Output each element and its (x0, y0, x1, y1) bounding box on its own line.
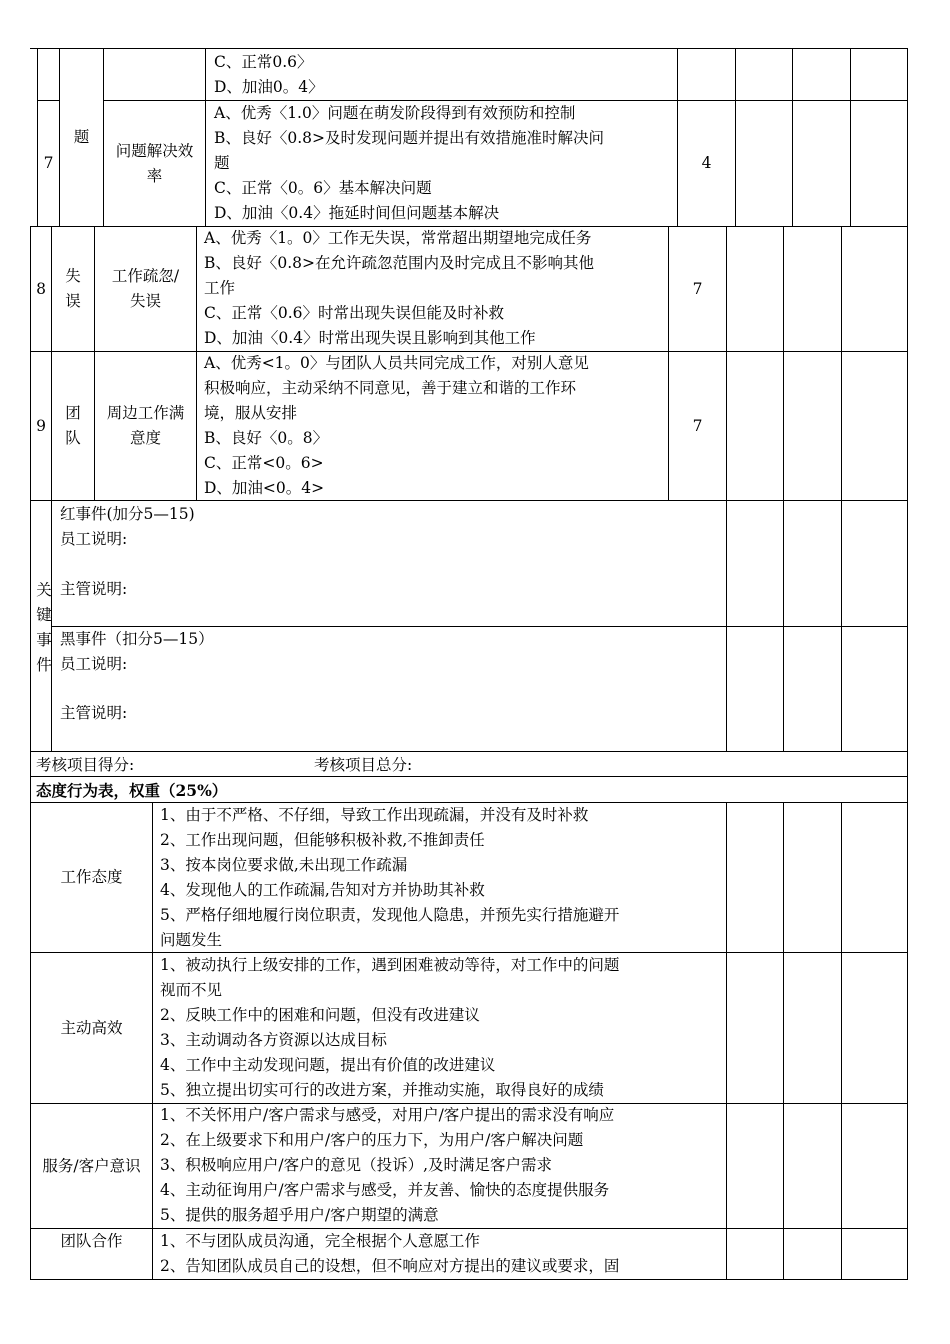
attitude-line: 5、严格仔细地履行岗位职责，发现他人隐患，并预先实行措施避开 (160, 906, 620, 924)
row-number: 8 (36, 279, 46, 298)
attitude-line: 1、被动执行上级安排的工作，遇到困难被动等待，对工作中的问题 (160, 956, 620, 974)
red-event-title: 红事件(加分5—15) (60, 505, 195, 523)
table-rule (30, 776, 908, 777)
item-name: 周边工作满意度 (106, 404, 185, 447)
category-label: 题 (73, 127, 90, 146)
table-rule (205, 48, 206, 226)
black-event-employee-note: 员工说明: (60, 655, 128, 673)
option-text: C、正常〈0。6〉基本解决问题 (214, 179, 432, 197)
attitude-item-lines (160, 803, 619, 953)
key-events-label: 关键事件 (36, 581, 52, 674)
attitude-item-name: 团队合作 (60, 1232, 123, 1250)
attitude-line: 2、在上级要求下和用户/客户的压力下，为用户/客户解决问题 (160, 1131, 584, 1149)
black-event-title: 黑事件（扣分5—15） (60, 630, 214, 648)
table-rule (30, 751, 908, 752)
option-text: A、优秀〈1.0〉问题在萌发阶段得到有效预防和控制 (214, 104, 576, 122)
item-name: 问题解决效率 (115, 141, 194, 185)
option-text: A、优秀〈1。0〉工作无失误，常常超出期望地完成任务 (204, 229, 592, 247)
attitude-item-name: 工作态度 (60, 868, 123, 886)
table-rule (841, 226, 842, 751)
attitude-item-lines (160, 953, 619, 1103)
table-rule (783, 226, 784, 751)
table-rule (726, 802, 727, 1279)
row9-options (204, 351, 589, 501)
score-value: 7 (692, 416, 703, 435)
attitude-line: 3、主动调动各方资源以达成目标 (160, 1031, 387, 1049)
score-value: 4 (701, 154, 712, 172)
attitude-item-lines (160, 1103, 614, 1228)
row8-options (204, 226, 594, 351)
option-text: D、加油〈0.4〉时常出现失误且影响到其他工作 (204, 329, 536, 347)
option-text: D、加油<0。4> (204, 479, 325, 497)
total-score-label: 考核项目总分: (314, 756, 413, 774)
attitude-line: 问题发生 (160, 931, 223, 949)
row-number: 9 (36, 416, 46, 435)
black-event-supervisor-note: 主管说明: (60, 704, 128, 722)
attitude-line: 1、不与团队成员沟通，完全根据个人意愿工作 (160, 1232, 480, 1250)
table-rule (152, 802, 153, 1279)
row7-options (214, 101, 604, 226)
category-label: 团队 (65, 404, 81, 447)
attitude-line: 2、告知团队成员自己的设想，但不响应对方提出的建议或要求，固 (160, 1257, 620, 1275)
option-text: 题 (214, 154, 230, 172)
attitude-line: 3、按本岗位要求做,未出现工作疏漏 (160, 856, 408, 874)
attitude-item-name: 服务/客户意识 (42, 1156, 141, 1175)
option-text: 境，服从安排 (204, 404, 298, 422)
option-text: B、良好〈0。8〉 (204, 429, 329, 447)
table-rule (726, 226, 727, 751)
red-event-employee-note: 员工说明: (60, 530, 128, 548)
attitude-line: 4、工作中主动发现问题，提出有价值的改进建议 (160, 1056, 496, 1074)
table-rule (30, 48, 908, 49)
table-rule (30, 1279, 908, 1280)
attitude-section-header: 态度行为表，权重（25%） (36, 781, 228, 800)
attitude-line: 1、由于不严格、不仔细，导致工作出现疏漏，并没有及时补救 (160, 806, 589, 824)
option-text: B、良好〈0.8>及时发现问题并提出有效措施准时解决问 (214, 129, 605, 147)
attitude-line: 2、反映工作中的困难和问题，但没有改进建议 (160, 1006, 480, 1024)
option-text: C、正常<0。6> (204, 454, 324, 472)
option-text: D、加油0。4〉 (214, 78, 324, 96)
table-rule (196, 226, 197, 500)
attitude-item-name: 主动高效 (60, 1018, 123, 1037)
option-text: C、正常0.6〉 (214, 53, 313, 71)
table-rule (907, 48, 908, 226)
item-name: 工作疏忽/失误 (111, 267, 180, 310)
option-text: A、优秀<1。0〉与团队人员共同完成工作，对别人意见 (204, 354, 589, 372)
score-value: 7 (692, 279, 703, 298)
attitude-item-lines (160, 1229, 619, 1279)
row7-top-options (214, 50, 324, 100)
attitude-line: 2、工作出现问题，但能够积极补救,不推卸责任 (160, 831, 485, 849)
attitude-line: 1、不关怀用户/客户需求与感受，对用户/客户提出的需求没有响应 (160, 1106, 615, 1124)
category-label: 失误 (65, 267, 81, 310)
option-text: 积极响应，主动采纳不同意见，善于建立和谐的工作环 (204, 379, 577, 397)
red-event-supervisor-note: 主管说明: (60, 580, 128, 598)
table-rule (792, 48, 793, 226)
table-rule (841, 802, 842, 1279)
attitude-line: 4、主动征询用户/客户需求与感受，并友善、愉快的态度提供服务 (160, 1181, 610, 1199)
attitude-line: 5、独立提出切实可行的改进方案，并推动实施，取得良好的成绩 (160, 1081, 604, 1099)
table-rule (735, 48, 736, 226)
option-text: B、良好〈0.8>在允许疏忽范围内及时完成且不影响其他 (204, 254, 595, 272)
attitude-line: 3、积极响应用户/客户的意见（投诉）,及时满足客户需求 (160, 1156, 553, 1174)
table-rule (907, 226, 908, 751)
table-rule (907, 751, 908, 1279)
row-number: 7 (43, 154, 54, 172)
option-text: 工作 (204, 279, 236, 297)
option-text: C、正常〈0.6〉时常出现失误但能及时补救 (204, 304, 505, 322)
option-text: D、加油〈0.4〉拖延时间但问题基本解决 (214, 204, 500, 222)
attitude-line: 4、发现他人的工作疏漏,告知对方并协助其补救 (160, 881, 485, 899)
item-score-label: 考核项目得分: (36, 756, 135, 774)
attitude-line: 视而不见 (160, 981, 223, 999)
table-rule (783, 802, 784, 1279)
table-rule (850, 48, 851, 226)
attitude-line: 5、提供的服务超乎用户/客户期望的满意 (160, 1206, 439, 1224)
